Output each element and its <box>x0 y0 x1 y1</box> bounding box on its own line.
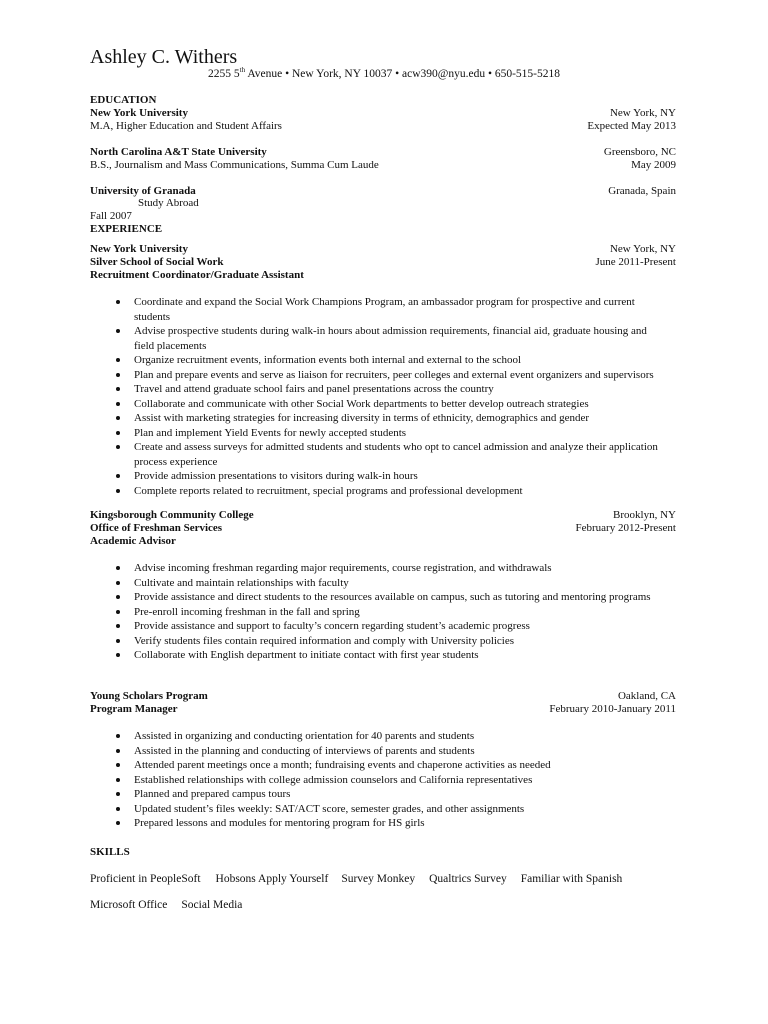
bullet-item: Prepared lessons and modules for mentoring program for HS girls <box>0 816 684 831</box>
education-school: University of Granada <box>90 185 196 197</box>
job-bullet-list <box>0 561 684 663</box>
job-date: February 2010-January 2011 <box>549 703 676 715</box>
bullet-item: Organize recruitment events, information events both internal and external to the school <box>0 353 684 368</box>
job-date: June 2011-Present <box>595 256 676 268</box>
job-location: Oakland, CA <box>617 690 676 702</box>
skill-item: Survey Monkey <box>341 873 416 885</box>
skills-row-2 <box>90 898 242 912</box>
job-location: Brooklyn, NY <box>613 509 676 521</box>
job-organization: New York University <box>90 243 188 255</box>
education-date: Fall 2007 <box>90 210 132 222</box>
bullet-item: Established relationships with college admission counselors and California representatives <box>0 773 684 788</box>
education-degree: B.S., Journalism and Mass Communications, Summa Cum Laude <box>90 159 379 171</box>
skill-item: Familiar with Spanish <box>520 873 623 885</box>
job-department: Office of Freshman Services <box>90 522 223 534</box>
bullet-item: Advise incoming freshman regarding major requirements, course registration, and withdrawals <box>0 561 684 576</box>
job-title: Academic Advisor <box>90 535 176 547</box>
experience-heading: EXPERIENCE <box>90 223 163 235</box>
candidate-name: Ashley C. Withers <box>90 46 238 68</box>
skills-row-1 <box>90 872 622 886</box>
skill-item: Microsoft Office <box>90 899 168 911</box>
bullet-item: Complete reports related to recruitment, special programs and professional development <box>0 484 684 499</box>
skill-item: Qualtrics Survey <box>429 873 507 885</box>
bullet-item: Assisted in the planning and conducting of interviews of parents and students <box>0 744 684 759</box>
job-bullet-list <box>0 295 684 498</box>
bullet-item: Updated student’s files weekly: SAT/ACT score, semester grades, and other assignments <box>0 802 684 817</box>
bullet-continuation: students <box>134 310 171 323</box>
education-location: Granada, Spain <box>608 185 676 197</box>
bullet-item: Collaborate with English department to initiate contact with first year students <box>0 648 684 663</box>
bullet-item: Provide assistance and support to faculty’s concern regarding student’s academic progress <box>0 619 684 634</box>
education-program: Study Abroad <box>138 197 199 209</box>
bullet-item: Collaborate and communicate with other Social Work departments to better develop outreach strategies <box>0 397 684 412</box>
address-rest: Avenue • New York, NY 10037 • acw390@nyu.edu • 650-515-5218 <box>245 68 561 80</box>
education-school: North Carolina A&T State University <box>90 146 267 158</box>
bullet-item: Create and assess surveys for admitted students and students who opt to cancel admission and analyze their application <box>0 440 684 455</box>
bullet-item: Travel and attend graduate school fairs and panel presentations across the country <box>0 382 684 397</box>
education-date: May 2009 <box>631 159 676 171</box>
bullet-item: Assisted in organizing and conducting orientation for 40 parents and students <box>0 729 684 744</box>
bullet-continuation: process experience <box>134 455 218 468</box>
bullet-item: Planned and prepared campus tours <box>0 787 684 802</box>
bullet-item: Plan and implement Yield Events for newly accepted students <box>0 426 684 441</box>
bullet-item: Assist with marketing strategies for increasing diversity in terms of ethnicity, demographics and gender <box>0 411 684 426</box>
bullet-continuation: field placements <box>134 339 207 352</box>
bullet-item: Advise prospective students during walk-in hours about admission requirements, financial aid, graduate housing and <box>0 324 684 339</box>
job-organization: Kingsborough Community College <box>90 509 254 521</box>
bullet-item: Cultivate and maintain relationships with faculty <box>0 576 684 591</box>
education-heading: EDUCATION <box>90 94 157 106</box>
education-location: Greensboro, NC <box>603 146 676 158</box>
education-date: Expected May 2013 <box>587 120 676 132</box>
education-school: New York University <box>90 107 188 119</box>
bullet-item: Plan and prepare events and serve as liaison for recruiters, peer colleges and external event organizers and supervisors <box>0 368 684 383</box>
job-title: Recruitment Coordinator/Graduate Assistant <box>90 269 304 281</box>
bullet-item: Pre-enroll incoming freshman in the fall and spring <box>0 605 684 620</box>
job-bullet-list <box>0 729 684 831</box>
education-degree: M.A, Higher Education and Student Affairs <box>90 120 282 132</box>
bullet-item: Provide admission presentations to visitors during walk-in hours <box>0 469 684 484</box>
skill-item: Proficient in PeopleSoft <box>90 873 201 885</box>
job-location: New York, NY <box>609 243 676 255</box>
job-organization: Young Scholars Program <box>90 690 208 702</box>
bullet-item: Attended parent meetings once a month; fundraising events and chaperone activities as needed <box>0 758 684 773</box>
job-department: Silver School of Social Work <box>90 256 224 268</box>
skill-item: Hobsons Apply Yourself <box>215 873 329 885</box>
address-number: 2255 5 <box>208 68 240 80</box>
bullet-item: Verify students files contain required information and comply with University policies <box>0 634 684 649</box>
job-title: Program Manager <box>90 703 178 715</box>
education-location: New York, NY <box>609 107 676 119</box>
job-date: February 2012-Present <box>575 522 676 534</box>
skills-heading: SKILLS <box>90 846 130 858</box>
bullet-item: Coordinate and expand the Social Work Champions Program, an ambassador program for prospective and current <box>0 295 684 310</box>
address-superscript: th <box>239 66 246 75</box>
contact-line <box>208 67 560 81</box>
skill-item: Social Media <box>181 899 243 911</box>
bullet-item: Provide assistance and direct students to the resources available on campus, such as tutoring and mentoring programs <box>0 590 684 605</box>
